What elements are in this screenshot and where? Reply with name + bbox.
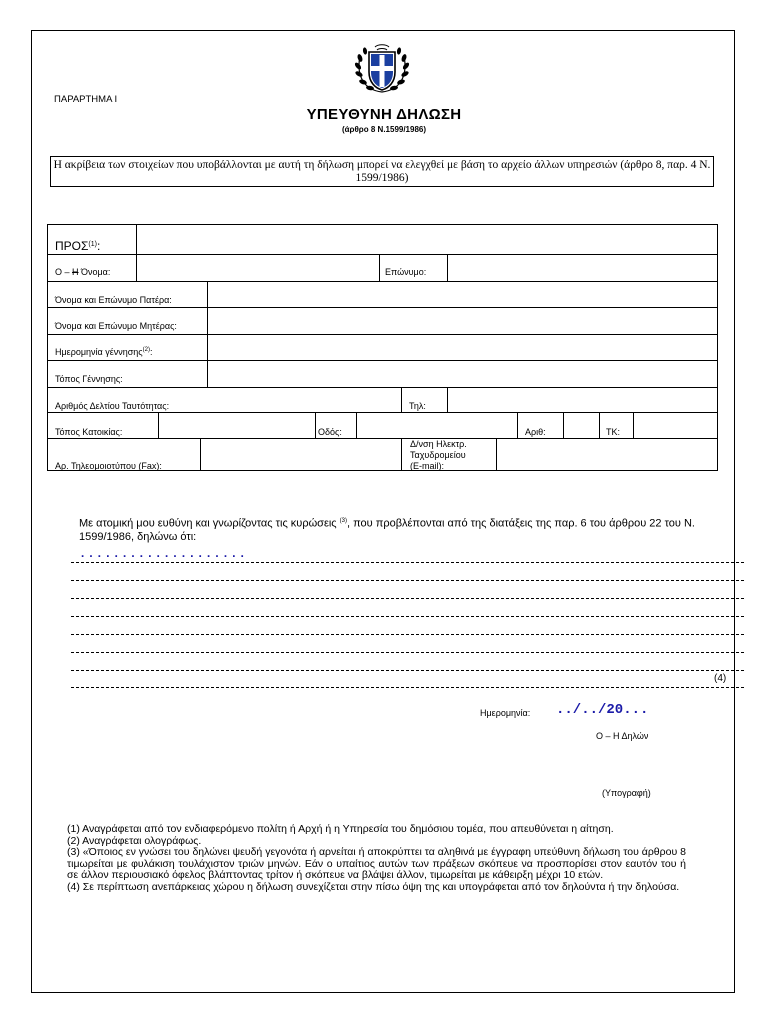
phone-field[interactable] [449, 388, 716, 411]
col-divider [207, 281, 208, 387]
col-divider [517, 412, 518, 438]
fax-field[interactable] [202, 439, 400, 470]
col-divider [496, 438, 497, 471]
annex-label: ΠΑΡΑΡΤΗΜΑ Ι [54, 94, 118, 105]
declaration-line[interactable] [71, 598, 744, 599]
declaration-line[interactable] [71, 670, 744, 671]
date-label: Ημερομηνία: [480, 708, 531, 718]
col-divider [599, 412, 600, 438]
footnote-1: (1) Αναγράφεται από τον ενδιαφερόμενο πολίτη ή Αρχή ή η Υπηρεσία του δημόσιου τομέα, που απευθύνεται η αίτηση. [67, 823, 614, 835]
residence-label: Τόπος Κατοικίας: [55, 427, 123, 437]
residence-field[interactable] [160, 413, 314, 437]
number-field[interactable] [565, 413, 598, 437]
first-name-field[interactable] [138, 255, 378, 280]
footnote-2: (2) Αναγράφεται ολογράφως. [67, 834, 202, 847]
footnote-4: (4) Σε περίπτωση ανεπάρκειας χώρου η δήλωση συνεχίζεται στην πίσω όψη της και υπογράφεται από τον δηλούντα ή την δηλούσα. [67, 880, 680, 893]
street-label: Οδός: [318, 427, 342, 437]
birthdate-label: Ημερομηνία γέννησης$^{(2)}$: [55, 347, 153, 357]
fax-label: Αρ. Τηλεομοιοτύπου (Fax): [55, 461, 162, 471]
footnotes [67, 824, 686, 894]
id-number-field[interactable] [209, 388, 400, 411]
declaration-line[interactable] [71, 562, 744, 563]
col-divider [563, 412, 564, 438]
to-label: ΠΡΟΣ$^{(1)}$: [55, 239, 101, 253]
continuation-note-marker: (4) [714, 673, 727, 684]
col-divider [356, 412, 357, 438]
document-subtitle: (άρθρο 8 Ν.1599/1986) [341, 125, 427, 134]
document-title: ΥΠΕΥΘΥΝΗ ΔΗΛΩΣΗ [306, 106, 462, 123]
declaration-placeholder[interactable]: .................... [79, 547, 248, 561]
birthplace-field[interactable] [209, 361, 716, 386]
mother-name-field[interactable] [209, 308, 716, 333]
verification-notice: Η ακρίβεια των στοιχείων που υποβάλλονται με αυτή τη δήλωση μπορεί να ελεγχθεί με βάση το αρχείο άλλων υπηρεσιών (άρθρο 8, παρ. 4 Ν. 1599/1986) [50, 156, 714, 187]
col-divider [401, 438, 402, 471]
birthdate-field[interactable] [209, 335, 716, 359]
email-field[interactable] [498, 439, 716, 470]
father-name-field[interactable] [209, 282, 716, 306]
col-divider [447, 254, 448, 281]
birthplace-label: Τόπος Γέννησης: [55, 374, 123, 384]
greek-coat-of-arms-icon [352, 42, 412, 96]
to-field[interactable] [138, 226, 716, 253]
email-label-line1: Δ/νση Ηλεκτρ. [410, 439, 467, 449]
number-label: Αριθ: [525, 427, 546, 437]
email-label-line3: (E-mail): [410, 461, 444, 471]
col-divider [158, 412, 159, 438]
col-divider [136, 225, 137, 281]
col-divider [315, 412, 316, 438]
col-divider [200, 438, 201, 471]
postcode-field[interactable] [635, 413, 716, 437]
declaration-line[interactable] [71, 652, 744, 653]
street-field[interactable] [358, 413, 516, 437]
declarant-label: Ο – Η Δηλών [596, 731, 649, 741]
surname-label: Επώνυμο: [385, 267, 427, 277]
signature-label: (Υπογραφή) [602, 788, 651, 798]
declaration-line[interactable] [71, 634, 744, 635]
postcode-label: ΤΚ: [606, 427, 621, 437]
date-field[interactable]: ../../20... [556, 702, 649, 718]
declaration-line[interactable] [71, 687, 744, 688]
declaration-line[interactable] [71, 616, 744, 617]
col-divider [633, 412, 634, 438]
id-number-label: Αριθμός Δελτίου Ταυτότητας: [55, 401, 170, 411]
father-name-label: Όνομα και Επώνυμο Πατέρα: [55, 295, 172, 305]
declaration-line[interactable] [71, 580, 744, 581]
col-divider [401, 387, 402, 412]
surname-field[interactable] [449, 255, 716, 280]
col-divider [379, 254, 380, 281]
footnote-3: (3) «Όποιος εν γνώσει του δηλώνει ψευδή γεγονότα ή αρνείται ή αποκρύπτει τα αληθινά με έγγραφη υπεύθυνη δήλωση του άρθρου 8 τιμωρείται με φυλάκιση τουλάχιστον τριών μηνών. Εάν ο υπαίτιος αυτών των πράξεων σκόπευε να προσπορίσει στον εαυτόν του ή σε άλλον περιουσιακό όφελος βλάπτοντας τρίτον ή σκόπευε να βλάψει άλλον, τιμωρείται με κάθειρξη μέχρι 10 ετών. [67, 846, 686, 882]
first-name-label: Ο – Η Όνομα: [55, 267, 111, 277]
personal-details-table [47, 224, 718, 471]
col-divider [447, 387, 448, 412]
phone-label: Τηλ: [409, 401, 426, 411]
declaration-intro: Με ατομική μου ευθύνη και γνωρίζοντας τις κυρώσεις $^{(3)}$, που προβλέπονται από της διατάξεις της παρ. 6 του άρθρου 22 του Ν. 1599/1986, δηλώνω ότι: [79, 517, 695, 543]
email-label-line2: Ταχυδρομείου [410, 450, 466, 460]
mother-name-label: Όνομα και Επώνυμο Μητέρας: [55, 321, 177, 331]
